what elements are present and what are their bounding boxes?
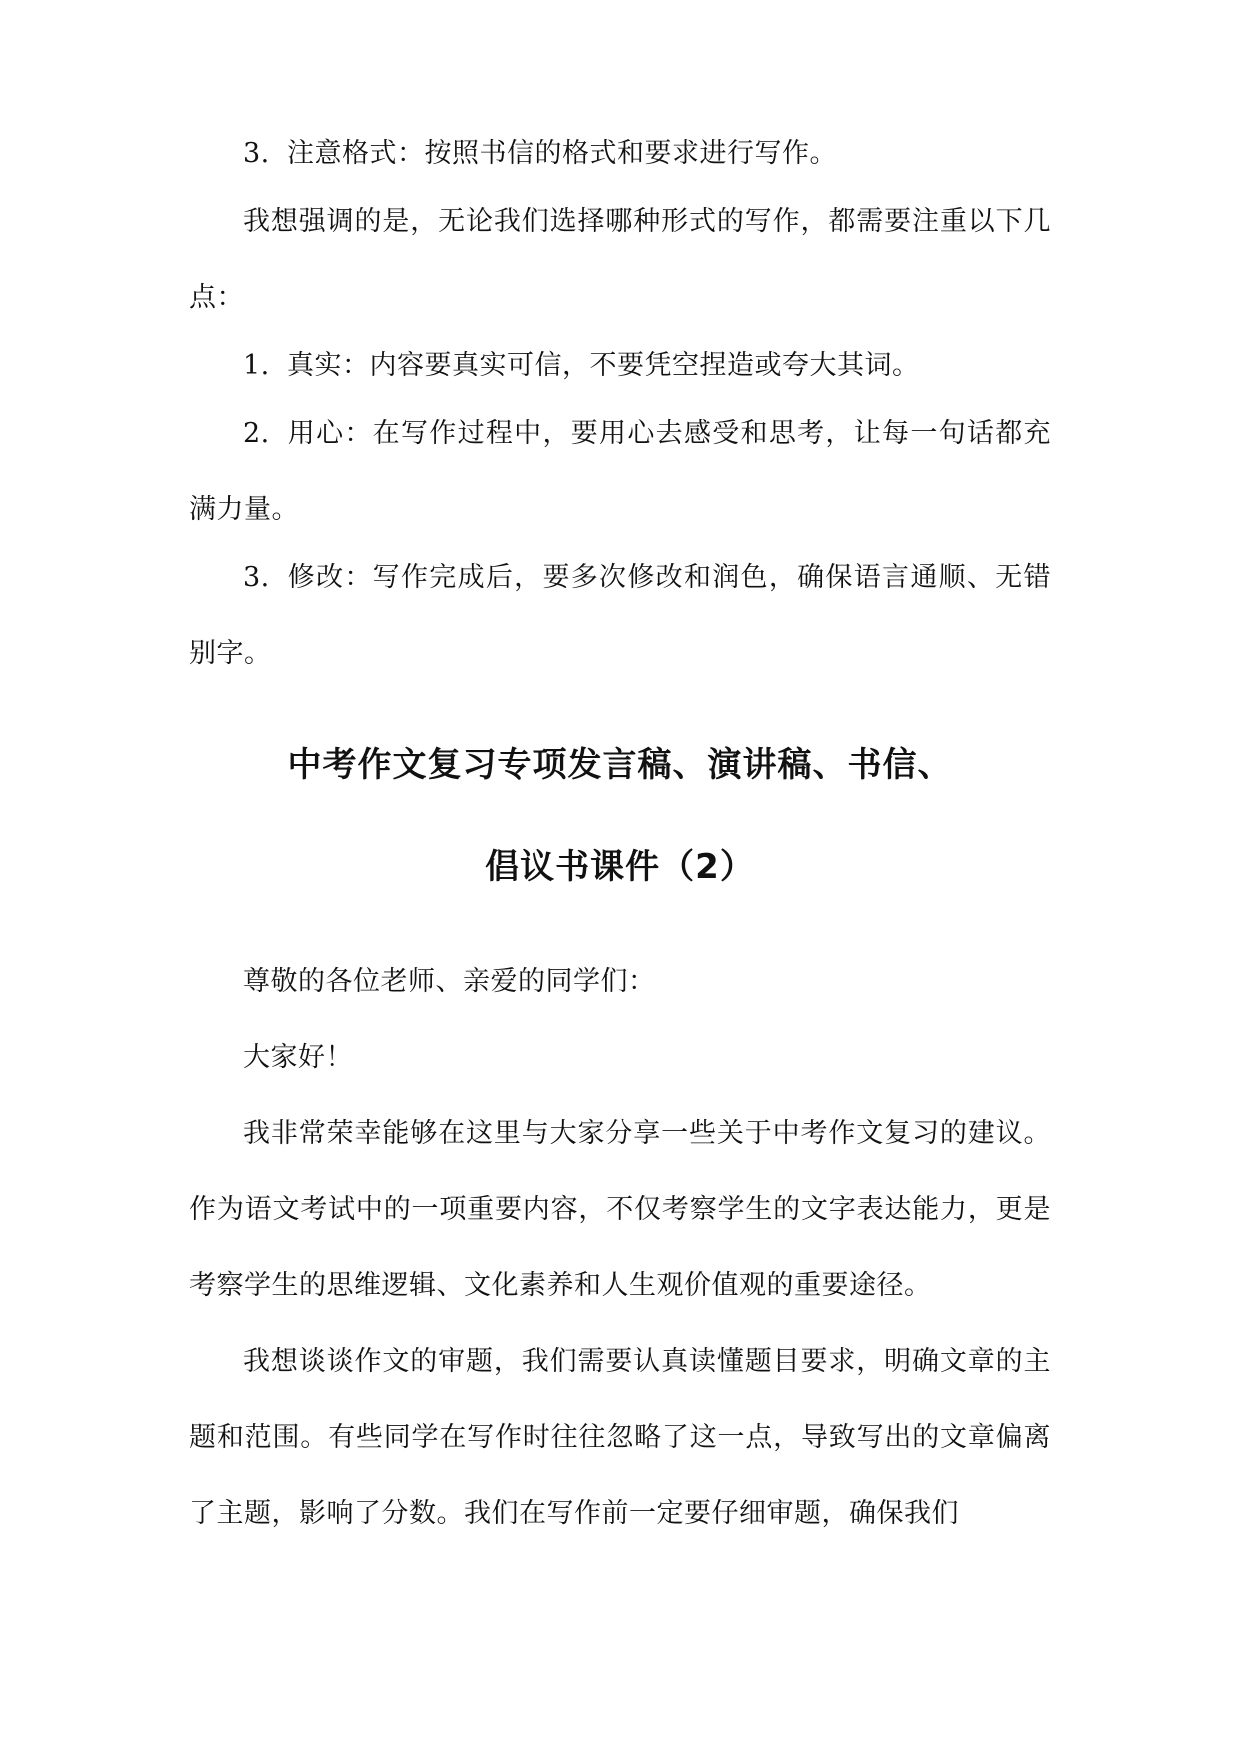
- point-number: 2.: [243, 418, 270, 449]
- document-body: [189, 0, 1051, 1552]
- point-number: 1.: [243, 350, 270, 381]
- section-title-line-1: 中考作文复习专项发言稿、演讲稿、书信、: [287, 745, 953, 785]
- point-text: 修改：写作完成后，要多次修改和润色，确保语言通顺、无错别字。: [189, 562, 1051, 669]
- item-number: 3.: [243, 138, 270, 169]
- body-paragraph: 我想谈谈作文的审题，我们需要认真读懂题目要求，明确文章的主题和范围。有些同学在写作时往往忽略了这一点，导致写出的文章偏离了主题，影响了分数。我们在写作前一定要仔细审题，确保我们: [189, 1346, 1051, 1529]
- point-item: [189, 328, 1051, 404]
- greeting: 大家好！: [243, 1042, 353, 1073]
- item-text: 注意格式：按照书信的格式和要求进行写作。: [287, 138, 837, 169]
- body-paragraph: 我非常荣幸能够在这里与大家分享一些关于中考作文复习的建议。作为语文考试中的一项重要内容，不仅考察学生的文字表达能力，更是考察学生的思维逻辑、文化素养和人生观价值观的重要途径。: [189, 1118, 1051, 1301]
- point-item: [189, 396, 1051, 548]
- salutation: 尊敬的各位老师、亲爱的同学们：: [243, 966, 656, 997]
- format-item: [189, 116, 1051, 192]
- point-text: 真实：内容要真实可信，不要凭空捏造或夸大其词。: [287, 350, 920, 381]
- emphasis-intro: 我想强调的是，无论我们选择哪种形式的写作，都需要注重以下几点：: [189, 206, 1051, 313]
- point-item: [189, 540, 1051, 692]
- section-title-line-2: 倡议书课件（2）: [485, 847, 755, 887]
- point-text: 用心：在写作过程中，要用心去感受和思考，让每一句话都充满力量。: [189, 418, 1051, 525]
- section-title: [189, 714, 1051, 918]
- point-number: 3.: [243, 562, 270, 593]
